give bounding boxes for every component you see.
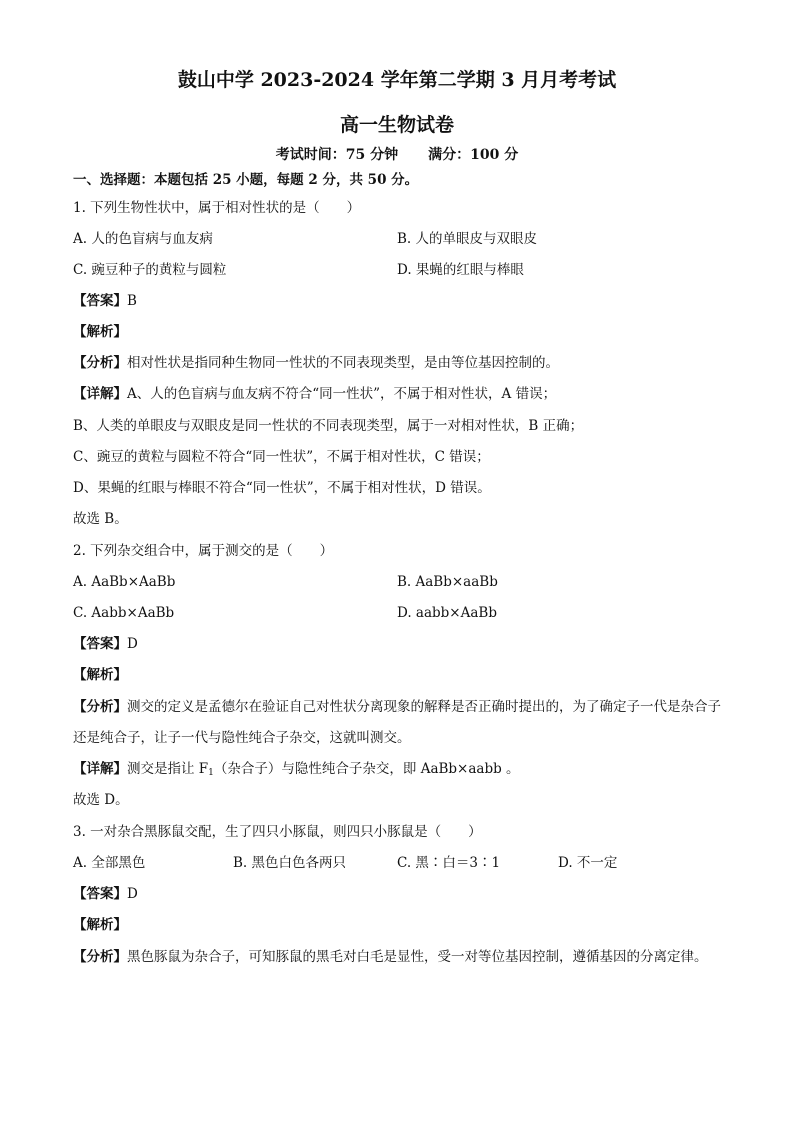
q2-fenxi — [73, 692, 721, 754]
q1-xiangjie-b: B、人类的单眼皮与双眼皮是同一性状的不同表现类型，属于一对相对性状，B 正确； — [73, 418, 584, 434]
q1-analysis-tag: 【解析】 — [73, 324, 127, 340]
xiangjie-tag: 【详解】 — [73, 386, 127, 402]
q2-answer — [73, 638, 138, 652]
exam-subtitle: 高一生物试卷 — [339, 114, 454, 136]
q3-answer — [73, 888, 138, 902]
q3-stem: 3. 一对杂合黑豚鼠交配，生了四只小豚鼠，则四只小豚鼠是（ ） — [73, 824, 482, 840]
q1-option-b: B. 人的单眼皮与双眼皮 — [397, 231, 538, 247]
q1-xiangjie-d: D、果蝇的红眼与棒眼不符合“同一性状”，不属于相对性状，D 错误。 — [73, 480, 491, 496]
q3-option-a: A. 全部黑色 — [73, 855, 146, 871]
xiangjie-text-pre: 测交是指让 F — [127, 761, 209, 777]
xiangjie-tag: 【详解】 — [73, 761, 127, 777]
q1-conclusion: 故选 B。 — [73, 511, 128, 527]
xiangjie-text: A、人的色盲病与血友病不符合“同一性状”，不属于相对性状，A 错误； — [127, 386, 557, 402]
fenxi-tag: 【分析】 — [73, 949, 127, 965]
fenxi-tag: 【分析】 — [73, 355, 127, 371]
q2-xiangjie — [73, 763, 520, 778]
q1-xiangjie — [73, 388, 556, 402]
q1-stem: 1. 下列生物性状中，属于相对性状的是（ ） — [73, 200, 361, 216]
q2-analysis-tag: 【解析】 — [73, 667, 127, 683]
q3-fenxi — [73, 942, 721, 973]
exam-info — [0, 148, 794, 162]
xiangjie-subscript: 1 — [208, 768, 214, 778]
q3-option-c: C. 黑∶白＝3∶1 — [397, 855, 501, 871]
q2-conclusion: 故选 D。 — [73, 792, 129, 808]
answer-value: D — [127, 636, 138, 652]
exam-score: 满分：100 分 — [428, 147, 519, 163]
q3-option-d: D. 不一定 — [558, 855, 618, 871]
q2-option-d: D. aabb×AaBb — [397, 605, 497, 621]
answer-tag: 【答案】 — [73, 886, 127, 902]
exam-time: 考试时间：75 分钟 — [275, 147, 399, 163]
q1-xiangjie-c: C、豌豆的黄粒与圆粒不符合“同一性状”，不属于相对性状，C 错误； — [73, 449, 490, 465]
q1-fenxi — [73, 357, 559, 371]
q3-option-b: B. 黑色白色各两只 — [233, 855, 347, 871]
xiangjie-text-post: （杂合子）与隐性纯合子杂交，即 AaBb×aabb 。 — [213, 761, 520, 777]
fenxi-text: 相对性状是指同种生物同一性状的不同表现类型，是由等位基因控制的。 — [127, 355, 559, 371]
answer-tag: 【答案】 — [73, 636, 127, 652]
section-heading: 一、选择题：本题包括 25 小题，每题 2 分，共 50 分。 — [73, 172, 419, 188]
q1-option-a: A. 人的色盲病与血友病 — [73, 231, 213, 247]
q1-option-d: D. 果蝇的红眼与棒眼 — [397, 262, 524, 278]
q2-option-c: C. Aabb×AaBb — [73, 605, 175, 621]
answer-value: D — [127, 886, 138, 902]
fenxi-text: 测交的定义是孟德尔在验证自己对性状分离现象的解释是否正确时提出的，为了确定子一代是杂合子还是纯合子，让子一代与隐性纯合子杂交，这就叫测交。 — [73, 699, 721, 746]
q2-stem: 2. 下列杂交组合中，属于测交的是（ ） — [73, 543, 334, 559]
q2-option-a: A. AaBb×AaBb — [73, 574, 176, 590]
q2-option-b: B. AaBb×aaBb — [397, 574, 498, 590]
q1-option-c: C. 豌豆种子的黄粒与圆粒 — [73, 262, 227, 278]
answer-value: B — [127, 293, 137, 309]
answer-tag: 【答案】 — [73, 293, 127, 309]
fenxi-text: 黑色豚鼠为杂合子，可知豚鼠的黑毛对白毛是显性，受一对等位基因控制，遵循基因的分离定律。 — [127, 949, 708, 965]
exam-title: 鼓山中学 2023-2024 学年第二学期 3 月月考考试 — [177, 69, 617, 91]
q1-answer — [73, 295, 137, 309]
fenxi-tag: 【分析】 — [73, 699, 127, 715]
q3-analysis-tag: 【解析】 — [73, 917, 127, 933]
